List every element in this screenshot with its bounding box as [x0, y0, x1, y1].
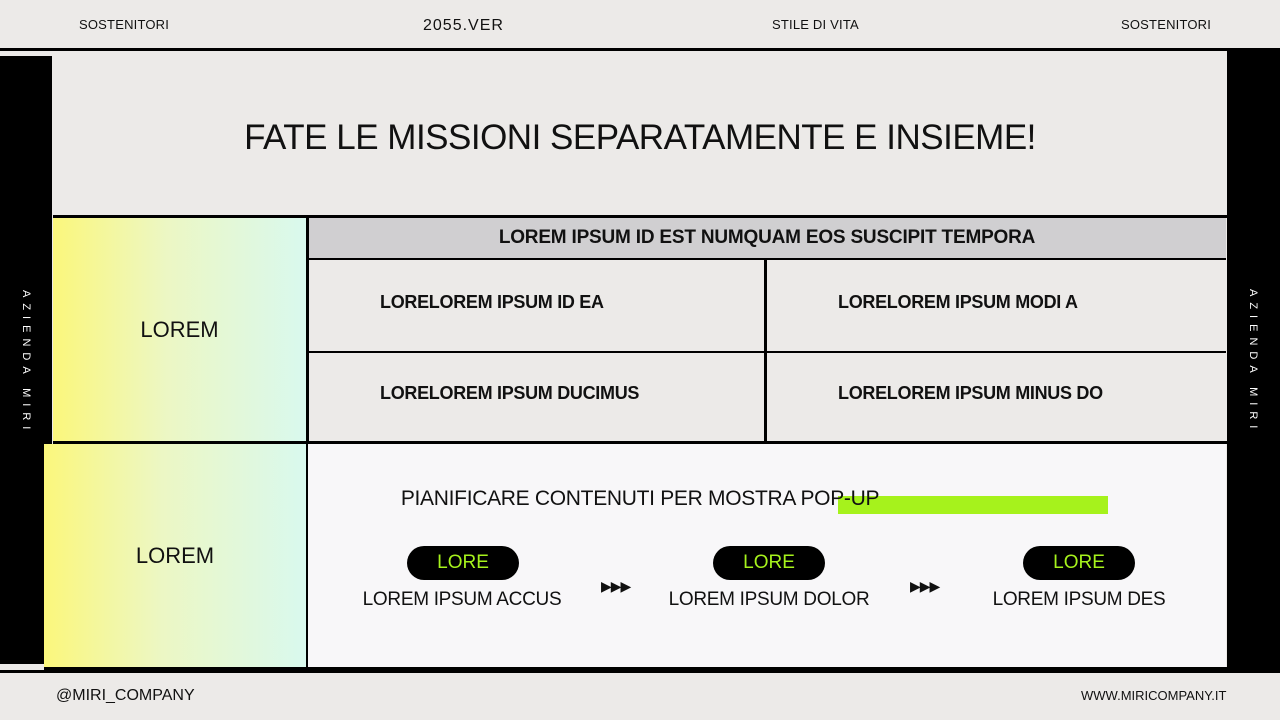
divider	[308, 351, 1226, 353]
table-subheader-text: LOREM IPSUM ID EST NUMQUAM EOS SUSCIPIT TEMPORA	[498, 227, 1036, 248]
step-1-pill[interactable]: LORE	[407, 546, 519, 580]
arrow-icon: ▶▶▶	[910, 578, 940, 594]
social-handle[interactable]: @MIRI_COMPANY	[56, 687, 195, 704]
website-link[interactable]: WWW.MIRICOMPANY.IT	[1081, 688, 1227, 703]
arrow-icon: ▶▶▶	[601, 578, 631, 594]
row-label-1	[53, 218, 306, 442]
right-side-text: AZIENDA MIRI	[1247, 289, 1259, 435]
table-subheader	[308, 218, 1226, 258]
popup-title: PIANIFICARE CONTENUTI PER MOSTRA POP-UP	[400, 487, 880, 510]
table-cell: LORELOREM IPSUM ID EA	[380, 292, 604, 312]
page-title: FATE LE MISSIONI SEPARATAMENTE E INSIEME!	[244, 118, 1036, 157]
nav-item-stile-di-vita[interactable]: STILE DI VITA	[772, 17, 859, 32]
step-3-pill[interactable]: LORE	[1023, 546, 1135, 580]
nav-item-sostenitori-right[interactable]: SOSTENITORI	[1121, 17, 1212, 32]
row-label-2-text: LOREM	[135, 542, 215, 568]
divider	[764, 258, 767, 441]
divider	[53, 215, 1227, 218]
row-label-1-text: LOREM	[140, 317, 219, 342]
step-1-label: LOREM IPSUM ACCUS	[362, 589, 562, 610]
row-label-2	[44, 444, 306, 667]
divider	[308, 258, 1226, 260]
top-bar	[0, 0, 1280, 51]
step-3-label: LOREM IPSUM DES	[992, 589, 1166, 610]
table-cell: LORELOREM IPSUM MINUS DO	[838, 383, 1103, 403]
table-cell: LORELOREM IPSUM MODI A	[838, 292, 1078, 312]
step-2-pill[interactable]: LORE	[713, 546, 825, 580]
step-2-label: LOREM IPSUM DOLOR	[668, 589, 870, 610]
nav-item-sostenitori[interactable]: SOSTENITORI	[79, 17, 170, 32]
footer	[0, 670, 1280, 720]
left-side-text: AZIENDA MIRI	[20, 290, 32, 436]
table-cell: LORELOREM IPSUM DUCIMUS	[380, 383, 640, 403]
brand-label: 2055.VER	[423, 17, 504, 34]
